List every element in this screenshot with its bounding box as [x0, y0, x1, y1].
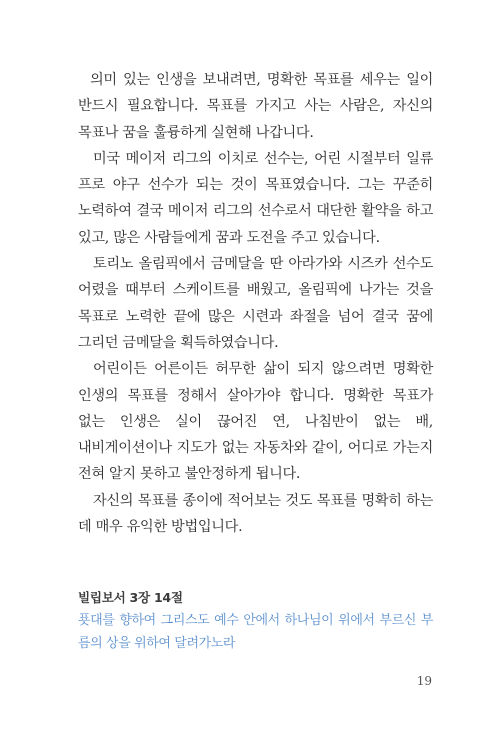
paragraph-4: 어린이든 어른이든 허무한 삶이 되지 않으려면 명확한 인생의 목표를 정해서 살아가야 합니다. 명확한 목표가 없는 인생은 실이 끊어진 연, 나침반이 없는 배, 내비게이션이나 지도가 없는 자동차와 같이, 어디로 가는지 전혀 알지 못하고 불안정하게 됩니다.	[78, 361, 433, 483]
verse-reference: 빌립보서 3장 14절	[78, 590, 183, 605]
verse-text: 푯대를 향하여 그리스도 예수 안에서 하나님이 위에서 부르신 부름의 상을 위하여 달려가노라	[78, 613, 433, 651]
paragraph-3: 토리노 올림픽에서 금메달을 딴 아라가와 시즈카 선수도 어렸을 때부터 스케이트를 배웠고, 올림픽에 나가는 것을 목표로 노력한 끝에 많은 시련과 좌절을 넘어 결국 꿈에 그리던 금메달을 획득하였습니다.	[78, 256, 433, 351]
paragraph-1: 의미 있는 인생을 보내려면, 명확한 목표를 세우는 일이 반드시 필요합니다. 목표를 가지고 사는 사람은, 자신의 목표나 꿈을 훌륭하게 실현해 나갑니다.	[78, 72, 433, 141]
paragraph-2: 미국 메이저 리그의 이치로 선수는, 어린 시절부터 일류 프로 야구 선수가 되는 것이 목표였습니다. 그는 꾸준히 노력하여 결국 메이저 리그의 선수로서 대단한 활약을 하고 있고, 많은 사람들에게 꿈과 도전을 주고 있습니다.	[78, 150, 433, 246]
paragraph-5: 자신의 목표를 종이에 적어보는 것도 목표를 명확히 하는 데 매우 유익한 방법입니다.	[78, 492, 433, 536]
page-number: 19	[416, 674, 432, 688]
scripture-verse	[78, 588, 433, 655]
body-text	[78, 67, 433, 540]
